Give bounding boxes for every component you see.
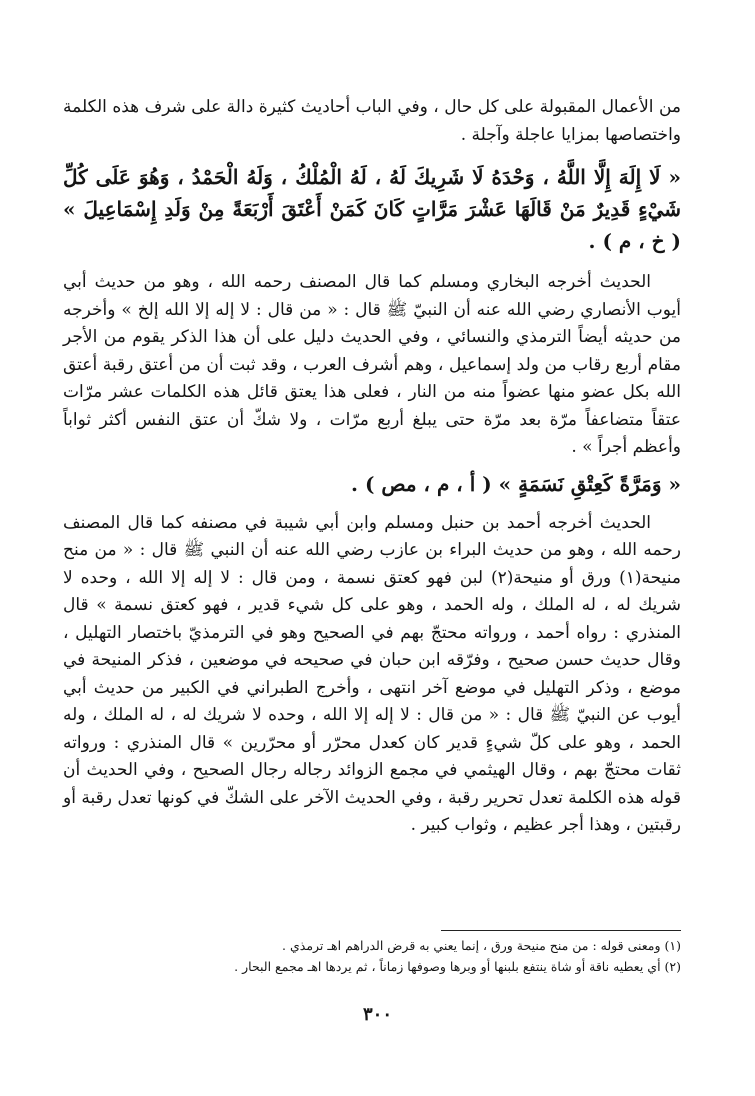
footnote-divider	[441, 930, 681, 931]
footnote-2: (٢) أي يعطيه ناقة أو شاة ينتفع بلبنها أو وبرها وصوفها زماناً ، ثم يردها اهـ مجمع البحار .	[234, 959, 681, 974]
hadith-text-2: « وَمَرَّةً كَعِتْقِ نَسَمَةٍ » ( أ ، م ، مص ) .	[351, 471, 681, 496]
commentary-paragraph-2: الحديث أخرجه أحمد بن حنبل ومسلم وابن أبي شيبة في مصنفه كما قال المصنف رحمه الله ، وهو من حديث البراء بن عازب رضي الله عنه أن النبي ﷺ قال : « من منح منيحة(١) ورق أو منيحة(٢) لبن فهو كعتق نسمة ، ومن قال : لا إله إلا الله ، وحده لا شريك له ، له الملك ، وله الحمد ، وهو على كل شيء قدير ، فهو كعتق نسمة » قال المنذري : رواه أحمد ، ورواته محتجّ بهم في الصحيح وهو في الترمذيّ باختصار التهليل ، وقال حديث حسن صحيح ، وفرّقه ابن حبان في صحيحه في موضعين ، فذكر المنيحة في موضع ، وذكر التهليل في موضع آخر انتهى ، وأخرج الطبراني في الكبير من حديث أبي أيوب عن النبيّ ﷺ قال : « من قال : لا إله إلا الله ، وحده لا شريك له ، له الملك ، وله الحمد ، وهو على كلّ شيءٍ قدير كان كعدل محرّر أو محرّرين » قال المنذري : ورواته ثقات محتجّ بهم ، وقال الهيثمي في مجمع الزوائد رجاله رجال الصحيح ، وفي الحديث أن قوله هذه الكلمة تعدل تحرير رقبة ، وفي الحديث الآخر على الشكّ في كونها تعدل رقبة أو رقبتين ، وهذا أجر عظيم ، وثواب كبير .	[63, 512, 681, 835]
main-text	[63, 94, 681, 840]
footnotes	[63, 935, 681, 977]
hadith-text-1: « لَا إِلَهَ إِلَّا اللَّهُ ، وَحْدَهُ لَا شَرِيكَ لَهُ ، لَهُ الْمُلْكُ ، وَلَهُ الْحَمْدُ ، وَهُوَ عَلَى كُلِّ شَيْءٍ قَدِيرٌ مَنْ قَالَهَا عَشْرَ مَرَّاتٍ كَانَ كَمَنْ أَعْتَقَ أَرْبَعَةً مِنْ وَلَدِ إِسْمَاعِيلَ » ( خ ، م ) .	[63, 165, 681, 253]
page-number: ٣٠٠	[362, 1004, 392, 1025]
commentary-paragraph-1: الحديث أخرجه البخاري ومسلم كما قال المصنف رحمه الله ، وهو من حديث أبي أيوب الأنصاري رضي الله عنه أن النبيّ ﷺ قال : « من قال : لا إله إلا الله إلخ » وأخرجه من حديثه أيضاً الترمذي والنسائي ، وفي الحديث دليل على أن هذا الذكر يقوم من الأجر مقام أربع رقاب من ولد إسماعيل ، وهم أشرف العرب ، وقد ثبت أن من أعتق رقبة أعتق الله بكل عضو منها عضواً منه من النار ، فعلى هذا يعتق قائل هذه الكلمات عشر مرّات عتقاً متضاعفاً مرّة بعد مرّة حتى يبلغ أربع مرّات ، ولا شكّ أن عتق النفس أكثر ثواباً وأعظم أجراً » .	[63, 272, 681, 457]
footnote-1: (١) ومعنى قوله : من منح منيحة ورق ، إنما يعني به قرض الدراهم اهـ ترمذي .	[282, 938, 681, 953]
intro-paragraph: من الأعمال المقبولة على كل حال ، وفي الباب أحاديث كثيرة دالة على شرف هذه الكلمة واختصاصها بمزايا عاجلة وآجلة .	[63, 97, 681, 145]
